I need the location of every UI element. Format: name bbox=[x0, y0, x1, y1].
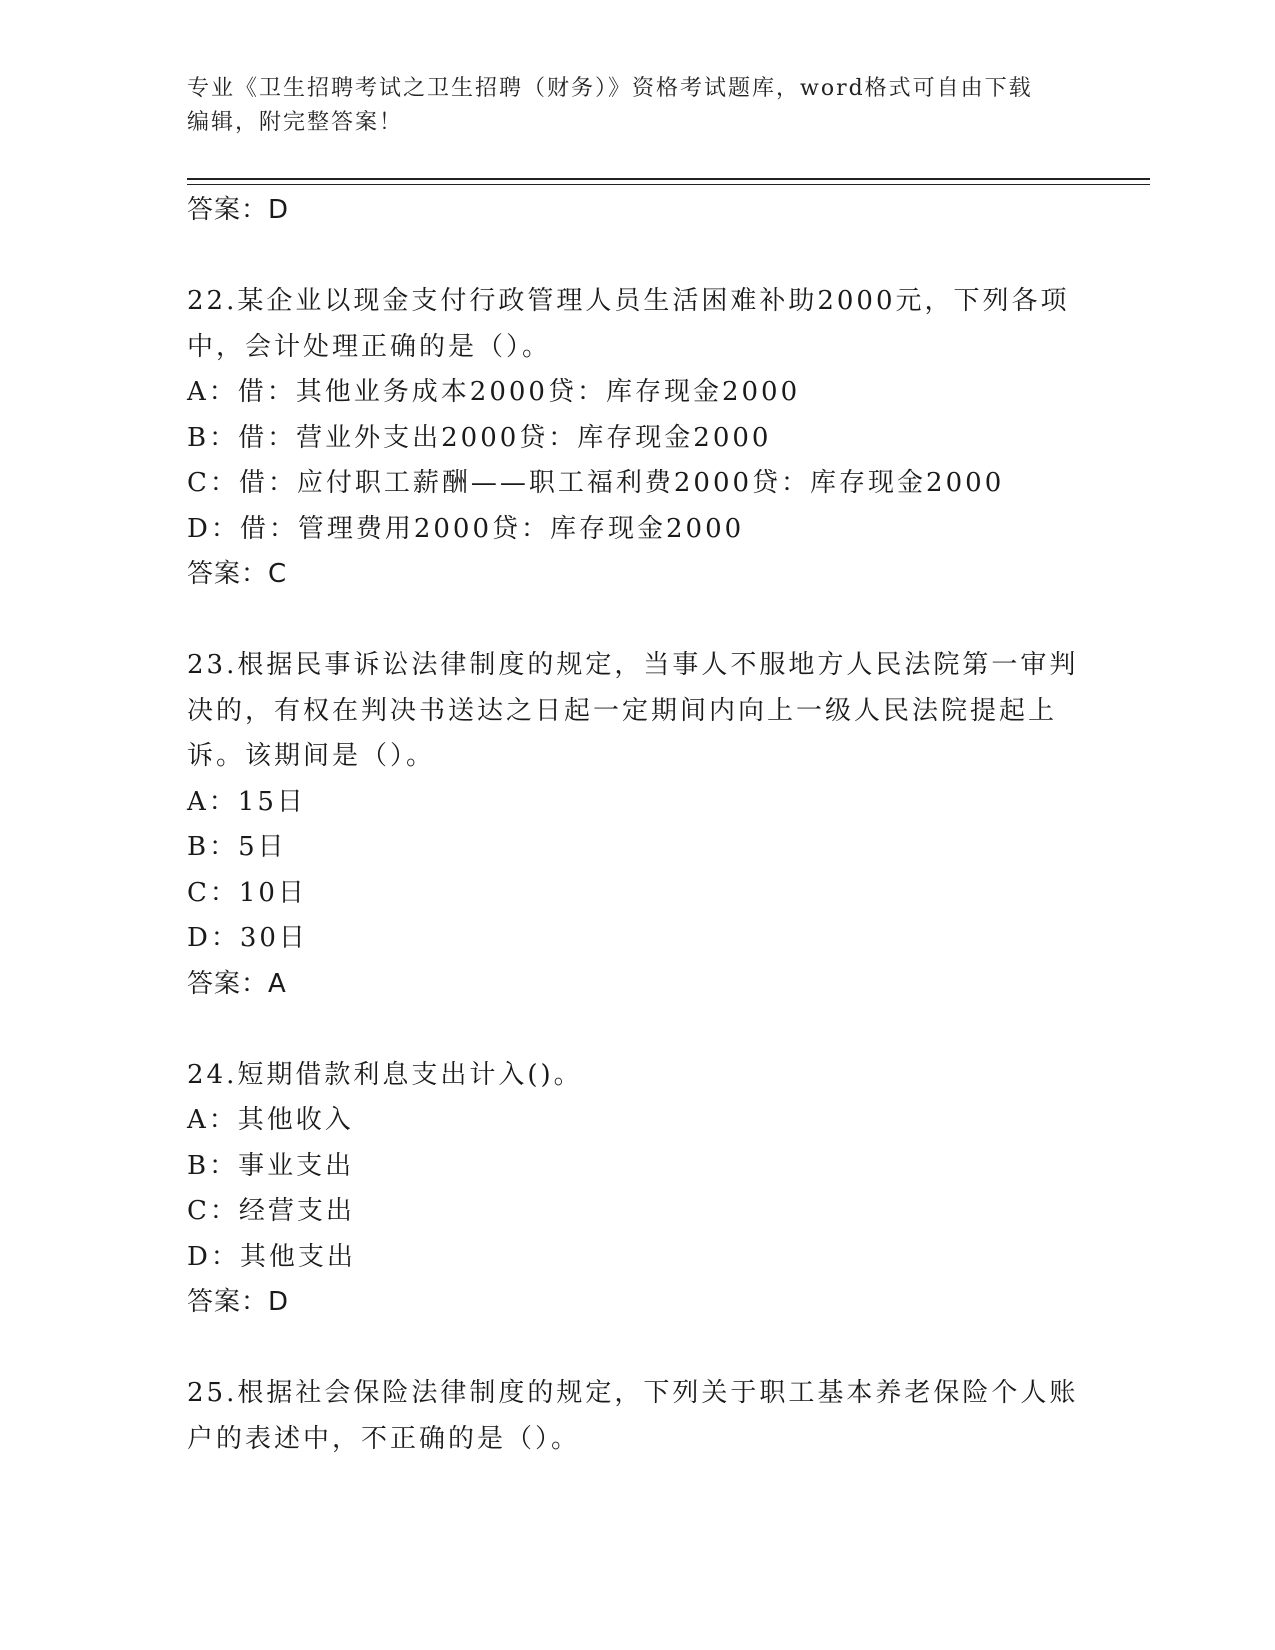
option-a: A：其他收入 bbox=[187, 1105, 354, 1135]
spacer bbox=[187, 1007, 1087, 1053]
option-c: C：借：应付职工薪酬——职工福利费2000贷：库存现金2000 bbox=[187, 468, 1005, 498]
spacer bbox=[187, 598, 1087, 644]
answer-line: 答案：D bbox=[187, 195, 290, 225]
option-d: D：借：管理费用2000贷：库存现金2000 bbox=[187, 513, 745, 544]
header-divider-thin bbox=[187, 184, 1150, 185]
option-b: B：事业支出 bbox=[187, 1150, 355, 1181]
question-stem-line: 24.短期借款利息支出计入()。 bbox=[187, 1059, 583, 1090]
option-b: B：5日 bbox=[187, 832, 287, 862]
option-d: D：30日 bbox=[187, 923, 308, 953]
spacer bbox=[187, 234, 1087, 280]
option-a: A：15日 bbox=[187, 786, 306, 817]
question-stem-line: 诉。该期间是（）。 bbox=[187, 741, 436, 771]
answer-line: 答案：C bbox=[187, 559, 288, 589]
option-c: C：10日 bbox=[187, 877, 307, 908]
header-line-1: 专业《卫生招聘考试之卫生招聘（财务）》资格考试题库，word格式可自由下载 bbox=[187, 76, 1033, 101]
question-list bbox=[187, 188, 1087, 1462]
question-22 bbox=[187, 279, 1087, 598]
option-a: A：借：其他业务成本2000贷：库存现金2000 bbox=[187, 377, 801, 407]
question-23 bbox=[187, 643, 1087, 1007]
question-24 bbox=[187, 1053, 1087, 1326]
question-stem-line: 23.根据民事诉讼法律制度的规定，当事人不服地方人民法院第一审判 bbox=[187, 650, 1079, 680]
spacer bbox=[187, 1326, 1087, 1372]
question-25 bbox=[187, 1371, 1087, 1462]
header-line-2: 编辑，附完整答案！ bbox=[187, 110, 404, 135]
option-c: C：经营支出 bbox=[187, 1196, 355, 1226]
question-stem-line: 户的表述中，不正确的是（）。 bbox=[187, 1423, 581, 1454]
question-stem-line: 决的，有权在判决书送达之日起一定期间内向上一级人民法院提起上 bbox=[187, 695, 1058, 726]
question-stem-line: 22.某企业以现金支付行政管理人员生活困难补助2000元，下列各项 bbox=[187, 286, 1070, 316]
answer-line: 答案：A bbox=[187, 968, 287, 999]
option-b: B：借：营业外支出2000贷：库存现金2000 bbox=[187, 422, 772, 453]
answer-line: 答案：D bbox=[187, 1287, 290, 1317]
header-divider-thick bbox=[187, 178, 1150, 180]
question-stem-line: 25.根据社会保险法律制度的规定，下列关于职工基本养老保险个人账 bbox=[187, 1378, 1079, 1408]
option-d: D：其他支出 bbox=[187, 1241, 356, 1272]
question-stem-line: 中，会计处理正确的是（）。 bbox=[187, 331, 552, 362]
document-header bbox=[187, 72, 1087, 140]
